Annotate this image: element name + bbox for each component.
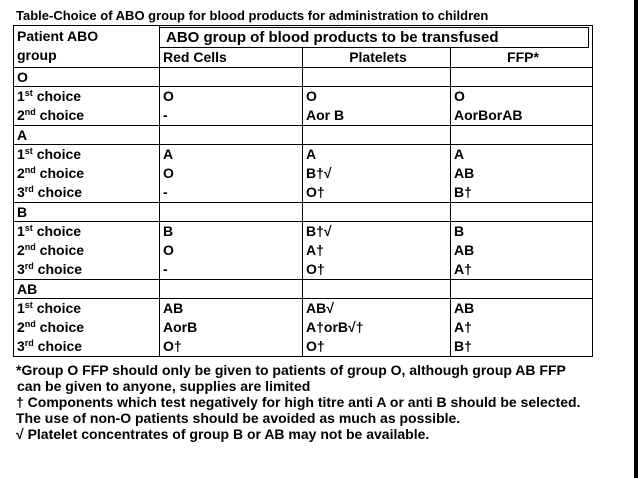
group-label: O xyxy=(14,68,160,87)
ffp-value: AB xyxy=(454,300,475,316)
choice-word: choice xyxy=(35,107,85,123)
red-value: A xyxy=(163,146,174,162)
platelets-header: Platelets xyxy=(303,48,451,68)
platelets-values xyxy=(303,299,451,357)
choice-number: 2 xyxy=(17,165,25,181)
choice-word: choice xyxy=(33,184,83,200)
footnote-check: √ Platelet concentrates of group B or AB may not be available. xyxy=(16,426,430,442)
group-empty-cell xyxy=(451,126,593,145)
red-value: B xyxy=(163,223,174,239)
ffp-values xyxy=(451,222,593,280)
ordinal-suffix: st xyxy=(24,300,33,310)
transfused-header: ABO group of blood products to be transfused xyxy=(160,27,590,48)
platelets-value: A† xyxy=(306,242,324,258)
platelets-values xyxy=(303,87,451,126)
choice-labels xyxy=(14,145,160,203)
choices-row-ab xyxy=(14,299,593,357)
ffp-value: AB xyxy=(454,242,475,258)
group-empty-cell xyxy=(303,126,451,145)
ordinal-suffix: rd xyxy=(24,338,34,348)
choice-word: choice xyxy=(33,338,83,354)
choice-number: 1 xyxy=(17,88,25,104)
ordinal-suffix: nd xyxy=(24,242,36,252)
choice-word: choice xyxy=(32,223,82,239)
choice-word: choice xyxy=(32,146,82,162)
patient-abo-label-line2: group xyxy=(17,47,57,63)
group-label: B xyxy=(14,203,160,222)
ordinal-suffix: rd xyxy=(24,184,34,194)
group-empty-cell xyxy=(160,203,303,222)
choice-label xyxy=(17,241,159,260)
group-empty-cell xyxy=(303,203,451,222)
red-value: O xyxy=(163,165,174,181)
platelets-value: Aor B xyxy=(306,107,345,123)
footnote-ffp-line2: can be given to anyone, supplies are limited xyxy=(17,378,311,394)
choice-number: 3 xyxy=(17,184,25,200)
red-value: - xyxy=(163,261,168,277)
red-cells-header: Red Cells xyxy=(160,48,303,68)
choice-label xyxy=(17,183,159,202)
choice-number: 2 xyxy=(17,242,25,258)
choice-label xyxy=(17,299,159,318)
choice-labels xyxy=(14,299,160,357)
choice-number: 3 xyxy=(17,261,25,277)
platelets-value: O† xyxy=(306,338,325,354)
group-row-b xyxy=(14,203,593,222)
footnote-dagger-line1: † Components which test negatively for high titre anti A or anti B should be selected. xyxy=(16,394,581,410)
group-row-a xyxy=(14,126,593,145)
ffp-value: B† xyxy=(454,184,472,200)
choice-label xyxy=(17,337,159,356)
choice-word: choice xyxy=(32,88,82,104)
ordinal-suffix: nd xyxy=(24,165,36,175)
platelets-value: O† xyxy=(306,184,325,200)
choice-label xyxy=(17,145,159,164)
red-value: O† xyxy=(163,338,182,354)
choices-row-a xyxy=(14,145,593,203)
group-empty-cell xyxy=(451,203,593,222)
ordinal-suffix: rd xyxy=(24,261,34,271)
choice-number: 1 xyxy=(17,300,25,316)
choices-row-o xyxy=(14,87,593,126)
choice-label xyxy=(17,164,159,183)
footnote-ffp-line1: *Group O FFP should only be given to patients of group O, although group AB FFP xyxy=(16,362,566,378)
ffp-values xyxy=(451,87,593,126)
group-empty-cell xyxy=(160,126,303,145)
ordinal-suffix: st xyxy=(24,88,33,98)
header-row-1 xyxy=(14,26,593,49)
red-value: AorB xyxy=(163,319,198,335)
group-label: A xyxy=(14,126,160,145)
ffp-value: A† xyxy=(454,261,472,277)
ffp-value: B† xyxy=(454,338,472,354)
choice-word: choice xyxy=(35,242,85,258)
group-empty-cell xyxy=(160,68,303,87)
abo-choice-table xyxy=(13,25,593,357)
platelets-value: O xyxy=(306,88,317,104)
choice-number: 3 xyxy=(17,338,25,354)
red-cells-values xyxy=(160,222,303,280)
ffp-value: O xyxy=(454,88,465,104)
table-title: Table-Choice of ABO group for blood products for administration to children xyxy=(16,8,489,23)
red-cells-values xyxy=(160,145,303,203)
group-empty-cell xyxy=(303,68,451,87)
group-row-o xyxy=(14,68,593,87)
platelets-values xyxy=(303,222,451,280)
red-value: AB xyxy=(163,300,184,316)
ordinal-suffix: st xyxy=(24,223,33,233)
choice-label xyxy=(17,260,159,279)
group-row-ab xyxy=(14,280,593,299)
choice-label xyxy=(17,106,159,125)
choice-number: 1 xyxy=(17,223,25,239)
choice-label xyxy=(17,222,159,241)
choice-label xyxy=(17,318,159,337)
footnotes xyxy=(16,362,636,442)
red-value: - xyxy=(163,184,168,200)
red-cells-values xyxy=(160,299,303,357)
red-value: O xyxy=(163,242,174,258)
choice-number: 2 xyxy=(17,319,25,335)
transfused-header-cell xyxy=(160,26,593,49)
platelets-value: A xyxy=(306,146,317,162)
platelets-value: A†orB√† xyxy=(306,319,364,335)
ffp-value: A† xyxy=(454,319,472,335)
platelets-values xyxy=(303,145,451,203)
group-label: AB xyxy=(14,280,160,299)
ffp-values xyxy=(451,299,593,357)
ffp-value: A xyxy=(454,146,465,162)
choice-labels xyxy=(14,87,160,126)
red-value: - xyxy=(163,107,168,123)
group-empty-cell xyxy=(451,68,593,87)
choice-word: choice xyxy=(35,165,85,181)
choice-number: 1 xyxy=(17,146,25,162)
patient-abo-label-line1: Patient ABO xyxy=(17,28,99,44)
ordinal-suffix: nd xyxy=(24,319,36,329)
footnote-dagger-line2: The use of non-O patients should be avoided as much as possible. xyxy=(16,410,461,426)
choice-word: choice xyxy=(33,261,83,277)
ordinal-suffix: st xyxy=(24,146,33,156)
choice-labels xyxy=(14,222,160,280)
platelets-value: B†√ xyxy=(306,223,332,239)
ffp-value: AorBorAB xyxy=(454,107,523,123)
choice-number: 2 xyxy=(17,107,25,123)
platelets-value: AB√ xyxy=(306,300,334,316)
ffp-value: B xyxy=(454,223,465,239)
group-empty-cell xyxy=(451,280,593,299)
ordinal-suffix: nd xyxy=(24,107,36,117)
choice-word: choice xyxy=(32,300,82,316)
choice-label xyxy=(17,87,159,106)
right-edge-bar xyxy=(634,0,638,478)
red-cells-values xyxy=(160,87,303,126)
choices-row-b xyxy=(14,222,593,280)
group-empty-cell xyxy=(303,280,451,299)
platelets-value: B†√ xyxy=(306,165,332,181)
ffp-value: AB xyxy=(454,165,475,181)
red-value: O xyxy=(163,88,174,104)
platelets-value: O† xyxy=(306,261,325,277)
patient-abo-header xyxy=(14,26,160,68)
ffp-values xyxy=(451,145,593,203)
choice-word: choice xyxy=(35,319,85,335)
ffp-header: FFP* xyxy=(451,48,593,68)
group-empty-cell xyxy=(160,280,303,299)
